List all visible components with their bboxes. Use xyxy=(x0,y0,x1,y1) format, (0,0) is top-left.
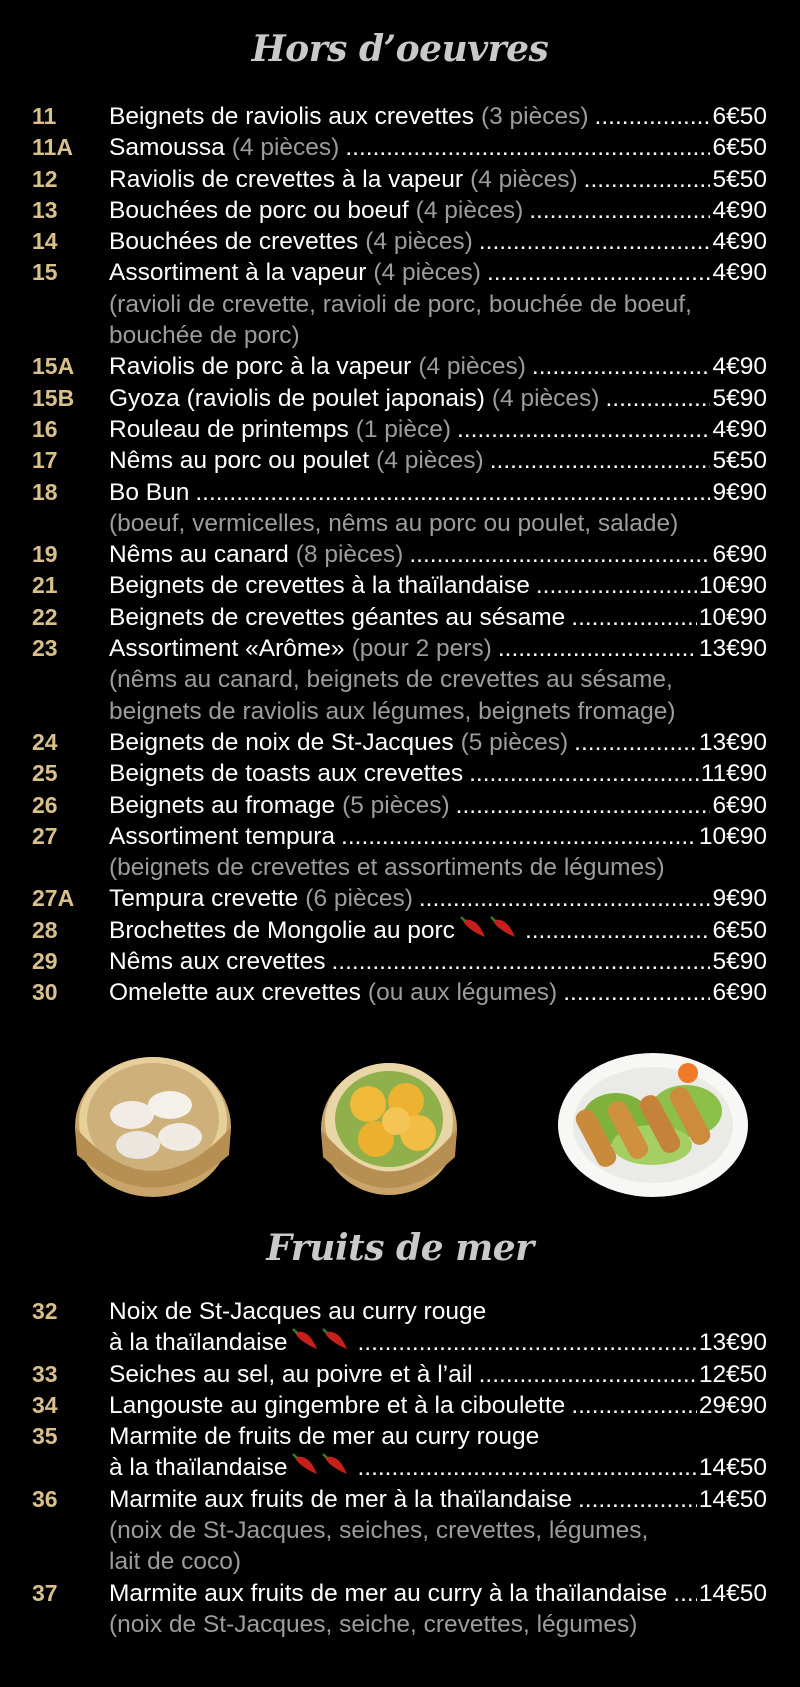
item-detail-row xyxy=(0,1609,800,1640)
item-price: 4€90 xyxy=(712,259,767,287)
item-name: Nêms aux crevettes xyxy=(109,948,326,976)
item-price: 13€90 xyxy=(698,1329,767,1357)
item-number: 25 xyxy=(32,760,58,787)
item-price: 6€50 xyxy=(712,916,767,944)
item-name: Marmite aux fruits de mer à la thaïlandaise xyxy=(109,1485,572,1513)
item-price: 10€90 xyxy=(698,603,767,631)
item-number: 32 xyxy=(32,1298,58,1324)
item-number: 36 xyxy=(32,1485,58,1512)
section-title-hors-doeuvres: Hors d’oeuvres xyxy=(251,28,549,70)
item-quantity: (4 pièces) xyxy=(491,384,600,412)
dot-leader xyxy=(332,946,711,977)
item-line xyxy=(109,477,767,508)
menu-item xyxy=(0,1359,800,1390)
dot-leader xyxy=(673,1578,697,1609)
menu-item xyxy=(0,758,800,789)
item-name: Marmite de fruits de mer au curry rouge xyxy=(109,1423,540,1451)
menu-item xyxy=(0,915,800,946)
item-name: Bouchées de porc ou boeuf xyxy=(109,196,409,224)
item-quantity: (4 pièces) xyxy=(470,165,578,193)
item-price: 6€90 xyxy=(712,979,767,1007)
menu-item xyxy=(0,383,800,414)
item-line xyxy=(109,1452,767,1483)
item-price: 10€90 xyxy=(698,572,767,600)
item-quantity: (4 pièces) xyxy=(376,447,484,475)
item-number: 17 xyxy=(32,447,58,474)
item-name: Samoussa xyxy=(109,134,225,162)
item-line xyxy=(109,1327,767,1358)
dot-leader xyxy=(479,226,711,257)
item-line xyxy=(109,132,767,163)
item-detail-row xyxy=(0,1515,800,1546)
item-line xyxy=(109,414,767,445)
item-continuation-row xyxy=(0,1452,800,1483)
item-number: 27A xyxy=(32,885,75,912)
menu-item xyxy=(0,132,800,163)
item-price: 9€90 xyxy=(712,885,767,913)
item-price: 29€90 xyxy=(698,1391,767,1419)
menu-item xyxy=(0,351,800,382)
menu-item xyxy=(0,226,800,257)
item-name: Brochettes de Mongolie au porc xyxy=(109,916,455,944)
item-name: Marmite aux fruits de mer au curry à la thaïlandaise xyxy=(109,1579,668,1607)
item-name: Seiches au sel, au poivre et à l’ail xyxy=(109,1360,473,1388)
menu-item xyxy=(0,1578,800,1609)
dot-leader xyxy=(498,633,697,664)
item-name-continuation: à la thaïlandaise xyxy=(109,1329,288,1357)
item-price: 10€90 xyxy=(698,822,767,850)
item-quantity: (5 pièces) xyxy=(342,791,450,819)
item-line xyxy=(109,946,767,977)
item-line xyxy=(109,821,767,852)
item-number: 30 xyxy=(32,979,58,1006)
dot-leader xyxy=(536,570,697,601)
menu-item xyxy=(0,195,800,226)
item-number: 11 xyxy=(32,103,57,129)
item-detail: (boeuf, vermicelles, nêms au porc ou poulet, salade) xyxy=(109,509,679,537)
menu-item xyxy=(0,570,800,601)
item-price: 11€90 xyxy=(700,760,767,788)
menu-item xyxy=(0,477,800,508)
menu-item xyxy=(0,1296,800,1327)
item-price: 13€90 xyxy=(698,635,767,663)
item-line xyxy=(109,445,767,476)
item-name: Beignets de toasts aux crevettes xyxy=(109,760,464,788)
item-detail: (nêms au canard, beignets de crevettes au sésame, xyxy=(109,666,673,694)
chili-pepper-icon xyxy=(489,916,519,938)
item-price: 13€90 xyxy=(698,728,767,756)
chili-pepper-icon xyxy=(291,1453,321,1475)
dot-leader xyxy=(578,1484,697,1515)
item-number: 12 xyxy=(32,165,58,192)
item-price: 6€50 xyxy=(712,134,767,162)
item-line xyxy=(109,977,767,1008)
item-price: 5€90 xyxy=(712,948,767,976)
item-line xyxy=(109,790,767,821)
menu-item xyxy=(0,101,800,132)
item-price: 6€90 xyxy=(712,791,767,819)
item-line xyxy=(109,1578,767,1609)
spring-rolls-plate-icon xyxy=(556,1049,752,1202)
item-line xyxy=(109,602,767,633)
menu-item xyxy=(0,790,800,821)
item-detail: lait de coco) xyxy=(109,1548,242,1576)
dot-leader xyxy=(490,445,711,476)
item-number: 21 xyxy=(32,572,58,599)
item-detail: beignets de raviolis aux légumes, beignets fromage) xyxy=(109,697,676,725)
item-name: Beignets de raviolis aux crevettes xyxy=(109,103,474,130)
item-price: 4€90 xyxy=(712,228,767,256)
item-line xyxy=(109,1421,767,1452)
item-detail: (ravioli de crevette, ravioli de porc, bouchée de boeuf, xyxy=(109,290,692,318)
item-line xyxy=(109,883,767,914)
item-line xyxy=(109,1390,767,1421)
item-name: Beignets au fromage xyxy=(109,791,336,819)
item-line xyxy=(109,195,767,226)
dot-leader xyxy=(563,977,710,1008)
item-number: 11A xyxy=(32,134,73,161)
section-title-fruits-de-mer: Fruits de mer xyxy=(266,1227,534,1269)
item-quantity: (4 pièces) xyxy=(365,228,473,256)
dot-leader xyxy=(525,915,711,946)
item-continuation-row xyxy=(0,1327,800,1358)
item-line xyxy=(109,727,767,758)
item-detail-row xyxy=(0,664,800,695)
item-detail: (noix de St-Jacques, seiches, crevettes, légumes, xyxy=(109,1517,649,1545)
menu-item xyxy=(0,727,800,758)
dot-leader xyxy=(409,539,710,570)
item-number: 22 xyxy=(32,603,58,630)
item-price: 9€90 xyxy=(712,478,767,506)
item-name-continuation: à la thaïlandaise xyxy=(109,1454,288,1482)
item-price: 14€50 xyxy=(698,1485,767,1513)
dot-leader xyxy=(529,195,710,226)
dot-leader xyxy=(571,602,697,633)
item-line xyxy=(109,351,767,382)
menu-item xyxy=(0,946,800,977)
item-detail: (beignets de crevettes et assortiments de légumes) xyxy=(109,854,665,882)
item-name: Noix de St-Jacques au curry rouge xyxy=(109,1298,487,1325)
item-price: 4€90 xyxy=(712,196,767,224)
menu-item xyxy=(0,633,800,664)
dot-leader xyxy=(195,477,710,508)
item-line xyxy=(109,1359,767,1390)
dot-leader xyxy=(571,1390,697,1421)
menu-item xyxy=(0,821,800,852)
item-price: 6€50 xyxy=(712,103,767,130)
item-quantity: (5 pièces) xyxy=(460,728,569,756)
dot-leader xyxy=(357,1327,696,1358)
item-line xyxy=(109,758,767,789)
item-name: Beignets de crevettes à la thaïlandaise xyxy=(109,572,530,600)
item-quantity: (ou aux légumes) xyxy=(367,979,558,1007)
item-quantity: (4 pièces) xyxy=(373,259,481,287)
item-name: Assortiment «Arôme» xyxy=(109,635,345,663)
dot-leader xyxy=(457,414,710,445)
photo-strip xyxy=(0,1045,800,1205)
chili-pepper-icon xyxy=(291,1328,321,1350)
item-line xyxy=(109,1484,767,1515)
item-number: 15B xyxy=(32,384,75,411)
dot-leader xyxy=(341,821,697,852)
item-quantity: (3 pièces) xyxy=(480,103,589,130)
item-price: 4€90 xyxy=(712,415,767,443)
item-price: 4€90 xyxy=(712,353,767,381)
menu-item xyxy=(0,539,800,570)
spicy-indicator xyxy=(291,1328,351,1350)
dot-leader xyxy=(532,351,711,382)
shrimp-dumplings-steamer-icon xyxy=(72,1045,234,1205)
item-name: Assortiment à la vapeur xyxy=(109,259,367,287)
item-name: Raviolis de crevettes à la vapeur xyxy=(109,165,464,193)
item-name: Omelette aux crevettes xyxy=(109,979,361,1007)
dot-leader xyxy=(595,101,711,132)
menu-item xyxy=(0,164,800,195)
chili-pepper-icon xyxy=(321,1453,351,1475)
item-price: 14€50 xyxy=(698,1454,767,1482)
item-line xyxy=(109,1296,767,1327)
item-line xyxy=(109,164,767,195)
dot-leader xyxy=(456,790,711,821)
dot-leader xyxy=(487,257,711,288)
item-name: Bouchées de crevettes xyxy=(109,228,359,256)
item-quantity: (pour 2 pers) xyxy=(351,635,492,663)
item-number: 26 xyxy=(32,791,58,818)
menu-item xyxy=(0,883,800,914)
item-detail-row xyxy=(0,289,800,320)
dot-leader xyxy=(469,758,699,789)
item-price: 5€50 xyxy=(712,165,767,193)
item-name: Assortiment tempura xyxy=(109,822,336,850)
item-name: Gyoza (raviolis de poulet japonais) xyxy=(109,384,485,412)
dot-leader xyxy=(479,1359,697,1390)
menu-item xyxy=(0,1421,800,1452)
item-name: Langouste au gingembre et à la ciboulette xyxy=(109,1391,566,1419)
chili-pepper-icon xyxy=(321,1328,351,1350)
menu-item xyxy=(0,1390,800,1421)
item-name: Rouleau de printemps xyxy=(109,415,349,443)
item-number: 29 xyxy=(32,948,58,975)
item-quantity: (1 pièce) xyxy=(355,415,452,443)
item-number: 24 xyxy=(32,728,58,755)
dot-leader xyxy=(345,132,710,163)
item-detail: (noix de St-Jacques, seiche, crevettes, légumes) xyxy=(109,1610,638,1638)
item-line xyxy=(109,257,767,288)
menu-item xyxy=(0,1484,800,1515)
menu-item xyxy=(0,414,800,445)
menu-item xyxy=(0,977,800,1008)
item-number: 16 xyxy=(32,415,58,442)
menu-fruits-de-mer xyxy=(0,1296,800,1640)
item-number: 13 xyxy=(32,196,58,223)
item-price: 14€50 xyxy=(698,1579,767,1607)
item-number: 34 xyxy=(32,1391,58,1418)
item-quantity: (4 pièces) xyxy=(231,134,340,162)
item-name: Beignets de noix de St-Jacques xyxy=(109,728,454,756)
item-name: Beignets de crevettes géantes au sésame xyxy=(109,603,566,631)
menu-item xyxy=(0,257,800,288)
item-detail-row xyxy=(0,508,800,539)
menu-item xyxy=(0,445,800,476)
item-name: Nêms au porc ou poulet xyxy=(109,447,370,475)
siu-mai-steamer-icon xyxy=(318,1049,460,1204)
dot-leader xyxy=(605,383,710,414)
item-line xyxy=(109,633,767,664)
menu-hors-doeuvres xyxy=(0,101,800,1009)
item-line xyxy=(109,101,767,132)
dot-leader xyxy=(574,727,697,758)
item-number: 14 xyxy=(32,228,58,255)
spicy-indicator xyxy=(291,1453,351,1475)
item-number: 19 xyxy=(32,541,58,568)
item-number: 15A xyxy=(32,353,75,380)
item-name: Bo Bun xyxy=(109,478,190,506)
item-number: 27 xyxy=(32,822,58,849)
item-quantity: (4 pièces) xyxy=(415,196,524,224)
item-line xyxy=(109,915,767,946)
item-price: 5€50 xyxy=(712,447,767,475)
item-detail-row xyxy=(0,320,800,351)
item-number: 18 xyxy=(32,478,58,505)
item-number: 37 xyxy=(32,1579,58,1606)
item-name: Raviolis de porc à la vapeur xyxy=(109,353,412,381)
item-price: 12€50 xyxy=(698,1360,767,1388)
spicy-indicator xyxy=(459,916,519,938)
item-name: Nêms au canard xyxy=(109,541,289,569)
item-name: Tempura crevette xyxy=(109,885,299,913)
item-number: 33 xyxy=(32,1360,58,1387)
item-price: 6€90 xyxy=(712,541,767,569)
item-detail-row xyxy=(0,1546,800,1577)
item-price: 5€90 xyxy=(712,384,767,412)
item-line xyxy=(109,539,767,570)
item-line xyxy=(109,570,767,601)
dot-leader xyxy=(584,164,711,195)
item-line xyxy=(109,383,767,414)
chili-pepper-icon xyxy=(459,916,489,938)
item-quantity: (8 pièces) xyxy=(295,541,404,569)
item-line xyxy=(109,226,767,257)
menu-item xyxy=(0,602,800,633)
item-number: 23 xyxy=(32,635,58,662)
item-number: 28 xyxy=(32,916,58,943)
item-detail-row xyxy=(0,696,800,727)
item-number: 15 xyxy=(32,259,58,286)
item-detail-row xyxy=(0,852,800,883)
item-quantity: (6 pièces) xyxy=(305,885,413,913)
dot-leader xyxy=(357,1452,696,1483)
item-quantity: (4 pièces) xyxy=(418,353,526,381)
item-detail: bouchée de porc) xyxy=(109,322,300,350)
dot-leader xyxy=(419,883,711,914)
item-number: 35 xyxy=(32,1423,58,1450)
